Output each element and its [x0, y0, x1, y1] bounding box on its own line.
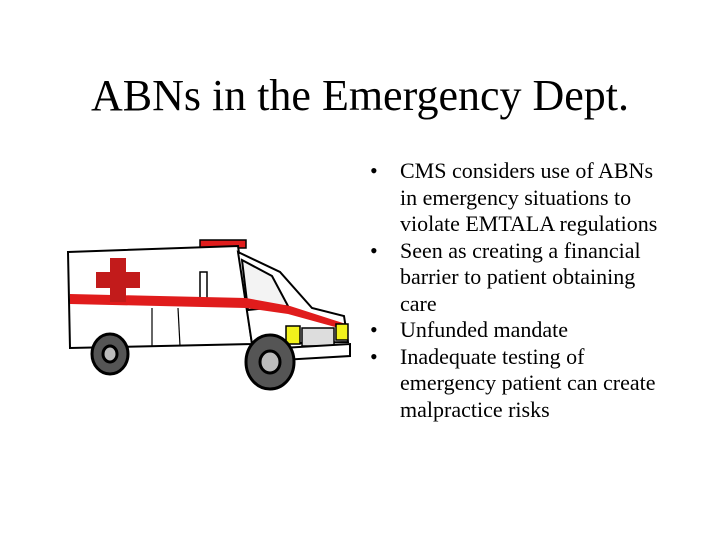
bullet-list	[366, 158, 666, 423]
bullet-text: Seen as creating a financial barrier to patient obtaining care	[400, 237, 641, 316]
bullet-text: Inadequate testing of emergency patient can create malpractice risks	[400, 343, 656, 422]
slide-title: ABNs in the Emergency Dept.	[90, 71, 630, 120]
ambulance-icon	[50, 232, 368, 402]
bullet-dot: •	[370, 343, 378, 369]
bullet-item	[366, 238, 666, 318]
bullet-text: Unfunded mandate	[400, 317, 568, 342]
bullet-dot: •	[370, 317, 378, 342]
bullet-item	[366, 344, 666, 424]
bullet-dot: •	[370, 237, 378, 263]
bullet-text: CMS considers use of ABNs in emergency situations to violate EMTALA regulations	[400, 158, 658, 236]
bullet-item	[366, 317, 666, 344]
bullet-item	[366, 158, 666, 238]
bullet-dot: •	[370, 158, 378, 183]
